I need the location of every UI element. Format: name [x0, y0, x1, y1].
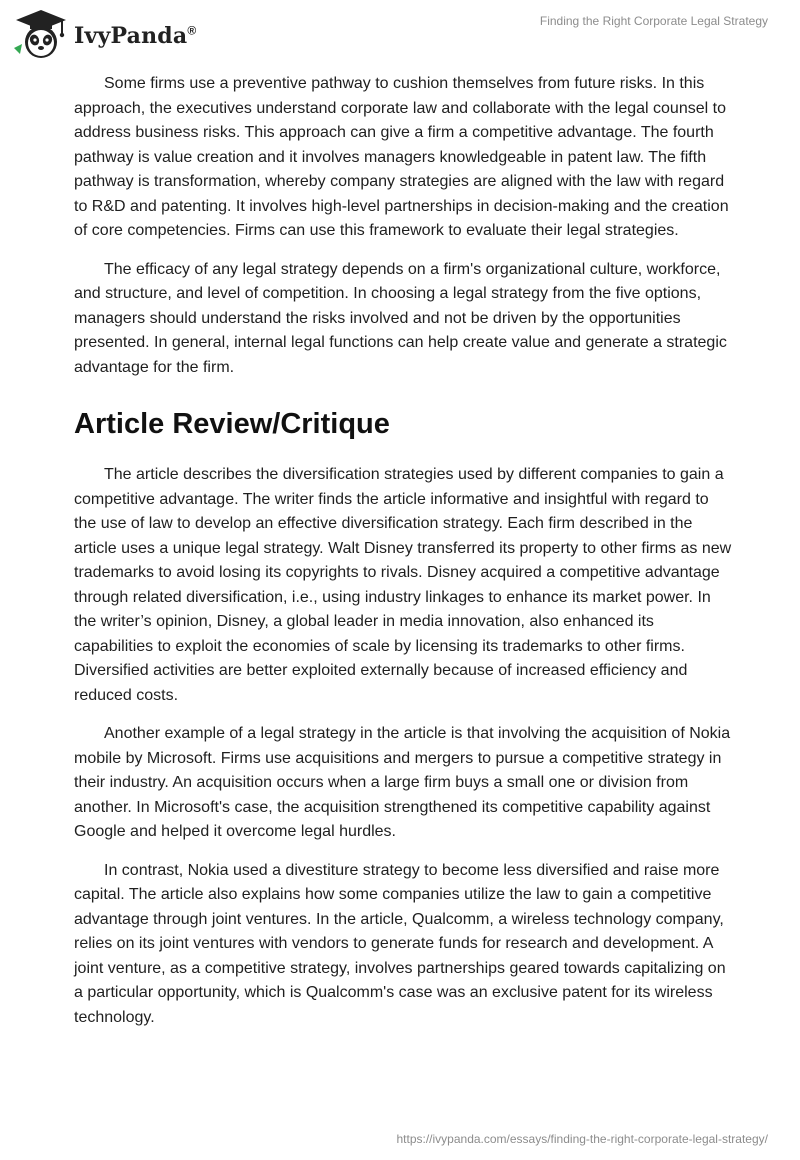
- running-title: Finding the Right Corporate Legal Strategy: [539, 14, 768, 28]
- paragraph: Another example of a legal strategy in the article is that involving the acquisition of Nokia mobile by Microsoft. Firms use acquisitions and mergers to pursue a competitive strategy in their industry. An acquisition occurs when a large firm buys a small one or division from another. In Microsoft's case, the acquisition strengthened its competitive capability against Google and helped it overcome legal hurdles.: [74, 725, 731, 840]
- footer-url: https://ivypanda.com/essays/finding-the-right-corporate-legal-strategy/: [396, 1132, 768, 1146]
- brand-name: IvyPanda®: [74, 23, 197, 49]
- essay-body: [74, 72, 734, 1044]
- paragraph: In contrast, Nokia used a divestiture strategy to become less diversified and raise more capital. The article also explains how some companies utilize the law to gain a competitive advantage through joint ventures. In the article, Qualcomm, a wireless technology company, relies on its joint ventures with vendors to generate funds for research and development. A joint venture, as a competitive strategy, involves partnerships geared towards capitalizing on a particular opportunity, which is Qualcomm's case was an exclusive patent for its wireless technology.: [74, 861, 726, 1026]
- section-heading: Article Review/Critique: [74, 408, 390, 440]
- paragraph: Some firms use a preventive pathway to cushion themselves from future risks. In this approach, the executives understand corporate law and collaborate with the legal counsel to address business risks. This approach can give a firm a competitive advantage. The fourth pathway is value creation and it involves managers knowledgeable in patent law. The fifth pathway is transformation, whereby company strategies are aligned with the law with regard to R&D and patenting. It involves high-level partnerships in decision-making and the creation of core competencies. Firms can use this framework to evaluate their legal strategies.: [74, 75, 729, 239]
- page-header: [0, 0, 800, 70]
- registered-mark: ®: [187, 23, 197, 38]
- panda-graduation-cap-icon: [12, 6, 70, 62]
- paragraph: The article describes the diversification strategies used by different companies to gain a competitive advantage. The writer finds the article informative and insightful with regard to the use of law to develop an effective diversification strategy. Each firm described in the article uses a unique legal strategy. Walt Disney transferred its property to other firms as new trademarks to avoid losing its copyrights to rivals. Disney acquired a competitive advantage through related diversification, i.e., using industry linkages to enhance its market power. In the writer’s opinion, Disney, a global leader in media innovation, also enhanced its capabilities to exploit the economies of scale by licensing its trademarks to other firms. Diversified activities are better exploited externally because of increased efficiency and reduced costs.: [74, 466, 732, 704]
- logo-link[interactable]: [12, 6, 196, 62]
- paragraph: The efficacy of any legal strategy depends on a firm's organizational culture, workforce, and structure, and level of competition. In choosing a legal strategy from the five options, managers should understand the risks involved and not be driven by the opportunities presented. In general, internal legal functions can help create value and generate a strategic advantage for the firm.: [74, 260, 727, 376]
